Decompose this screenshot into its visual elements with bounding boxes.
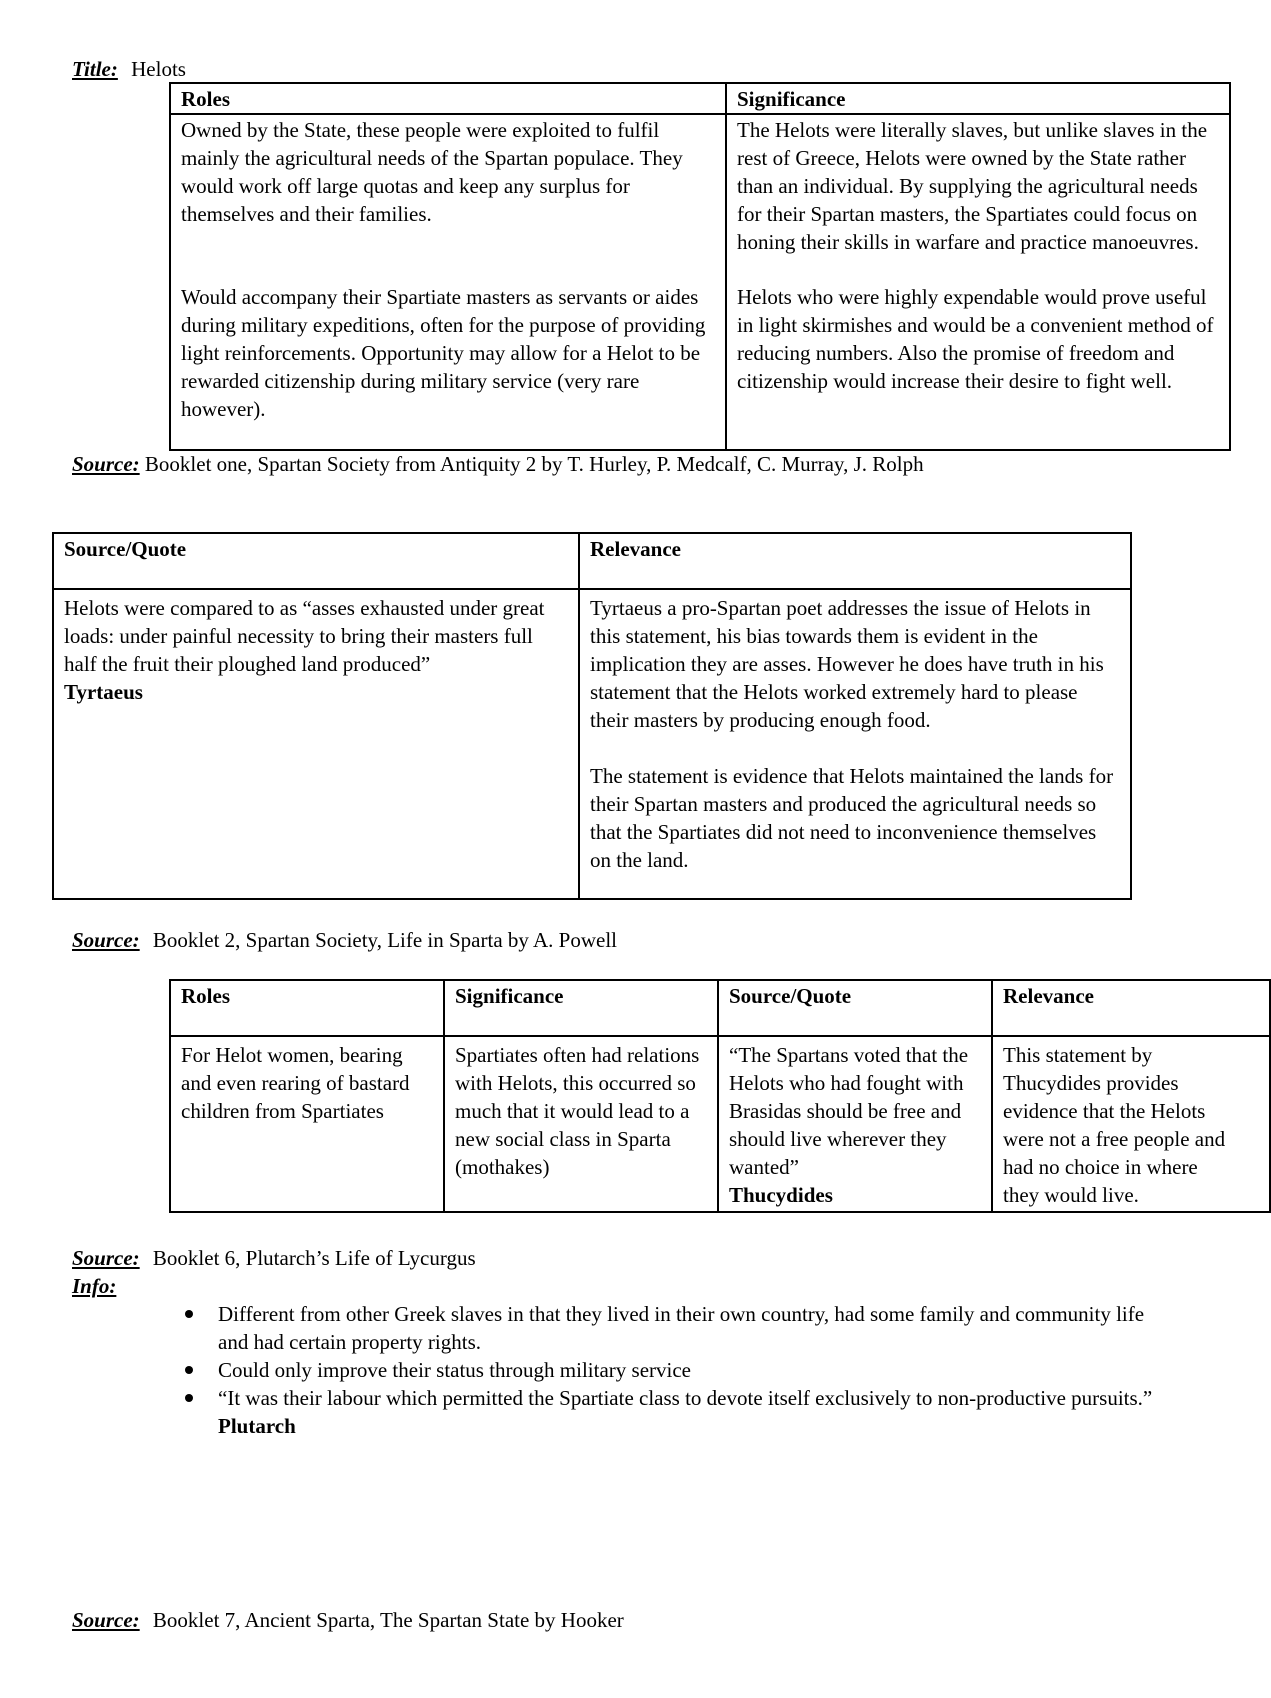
quote-cell (53, 589, 579, 899)
source-line-3 (72, 1244, 476, 1272)
bullet-icon (185, 1366, 193, 1374)
source-line-1 (72, 450, 924, 478)
header-relevance: Relevance (992, 980, 1270, 1036)
list-item: Could only improve their status through military service (218, 1356, 1158, 1384)
source-text: Booklet 7, Ancient Sparta, The Spartan State by Hooker (152, 1608, 624, 1632)
info-label: Info: (72, 1274, 117, 1298)
header-source-quote: Source/Quote (718, 980, 992, 1036)
relevance-cell (992, 1036, 1270, 1212)
header-roles: Roles (170, 83, 726, 114)
bullet-icon (185, 1310, 193, 1318)
significance-text: Spartiates often had relations with Helots, this occurred so much that it would lead to a new social class in Sparta (mothakes) (455, 1043, 700, 1179)
source-line-4 (72, 1606, 624, 1634)
table-row (170, 1036, 1270, 1212)
quote-cell (718, 1036, 992, 1212)
bullet-author: Plutarch (218, 1414, 296, 1438)
bullet-icon (185, 1394, 193, 1402)
relevance-text-1: Tyrtaeus a pro-Spartan poet addresses the issue of Helots in this statement, his bias towards them is evident in the implication they are asses. However he does have truth in his statement that the Helots worked extremely hard to please their masters by producing enough food. (590, 596, 1104, 732)
title-label: Title: (72, 57, 118, 81)
source-label: Source: (72, 928, 140, 952)
relevance-text-2: The statement is evidence that Helots maintained the lands for their Spartan masters and produced the agricultural needs so that the Spartiates did not need to inconvenience themselves on the land. (590, 764, 1114, 872)
table-row (53, 589, 1131, 899)
source-label: Source: (72, 1608, 140, 1632)
four-column-table-wrap (168, 978, 1226, 1218)
header-significance: Significance (726, 83, 1230, 114)
role-text-2: Would accompany their Spartiate masters as servants or aides during military expeditions, often for the purpose of providing light reinforcements. Opportunity may allow for a Helot to be rewarded citizenship during military service (very rare however). (181, 285, 706, 421)
roles-text: For Helot women, bearing and even rearing of bastard children from Spartiates (181, 1043, 410, 1123)
table-header-row (170, 83, 1230, 114)
quote-relevance-table (52, 532, 1132, 900)
info-line (72, 1272, 116, 1300)
roles-cell (170, 1036, 444, 1212)
relevance-cell (579, 589, 1131, 899)
significance-cell (444, 1036, 718, 1212)
table-header-row (53, 533, 1131, 589)
source-text: Booklet 2, Spartan Society, Life in Sparta by A. Powell (152, 928, 617, 952)
quote-text: Helots were compared to as “asses exhausted under great loads: under painful necessity to bring their masters full half the fruit their ploughed land produced” (64, 596, 545, 676)
header-significance: Significance (444, 980, 718, 1036)
title-value: Helots (131, 57, 186, 81)
header-source-quote: Source/Quote (53, 533, 579, 589)
four-column-table (169, 979, 1271, 1213)
roles-significance-table (169, 82, 1231, 451)
source-line-2 (72, 926, 617, 954)
title-line (72, 55, 186, 83)
table-row (170, 114, 1230, 450)
quote-author: Tyrtaeus (64, 680, 143, 704)
list-item: Different from other Greek slaves in that they lived in their own country, had some family and community life and had certain property rights. (218, 1300, 1158, 1356)
source-text: Booklet one, Spartan Society from Antiquity 2 by T. Hurley, P. Medcalf, C. Murray, J. Rolph (144, 452, 924, 476)
info-list (218, 1300, 1158, 1440)
quote-author: Thucydides (729, 1183, 833, 1207)
header-roles: Roles (170, 980, 444, 1036)
list-item: “It was their labour which permitted the Spartiate class to devote itself exclusively to non-productive pursuits.” Plutarch (218, 1384, 1158, 1440)
table-header-row (170, 980, 1270, 1036)
roles-cell (170, 114, 726, 450)
relevance-text: This statement by Thucydides provides evidence that the Helots were not a free people and had no choice in where they would live. (1003, 1043, 1226, 1207)
role-text-1: Owned by the State, these people were exploited to fulfil mainly the agricultural needs of the Spartan populace. They would work off large quotas and keep any surplus for themselves and their families. (181, 118, 683, 226)
roles-significance-table-wrap (168, 81, 1214, 451)
significance-text-2: Helots who were highly expendable would prove useful in light skirmishes and would be a convenient method of reducing numbers. Also the promise of freedom and citizenship would increase their desire to fight well. (737, 285, 1214, 393)
quote-text: “The Spartans voted that the Helots who had fought with Brasidas should be free and should live wherever they wanted” (729, 1043, 969, 1179)
significance-cell (726, 114, 1230, 450)
source-label: Source: (72, 452, 140, 476)
header-relevance: Relevance (579, 533, 1131, 589)
source-label: Source: (72, 1246, 140, 1270)
significance-text-1: The Helots were literally slaves, but unlike slaves in the rest of Greece, Helots were owned by the State rather than an individual. By supplying the agricultural needs for their Spartan masters, the Spartiates could focus on honing their skills in warfare and practice manoeuvres. (737, 118, 1208, 254)
source-text: Booklet 6, Plutarch’s Life of Lycurgus (152, 1246, 476, 1270)
